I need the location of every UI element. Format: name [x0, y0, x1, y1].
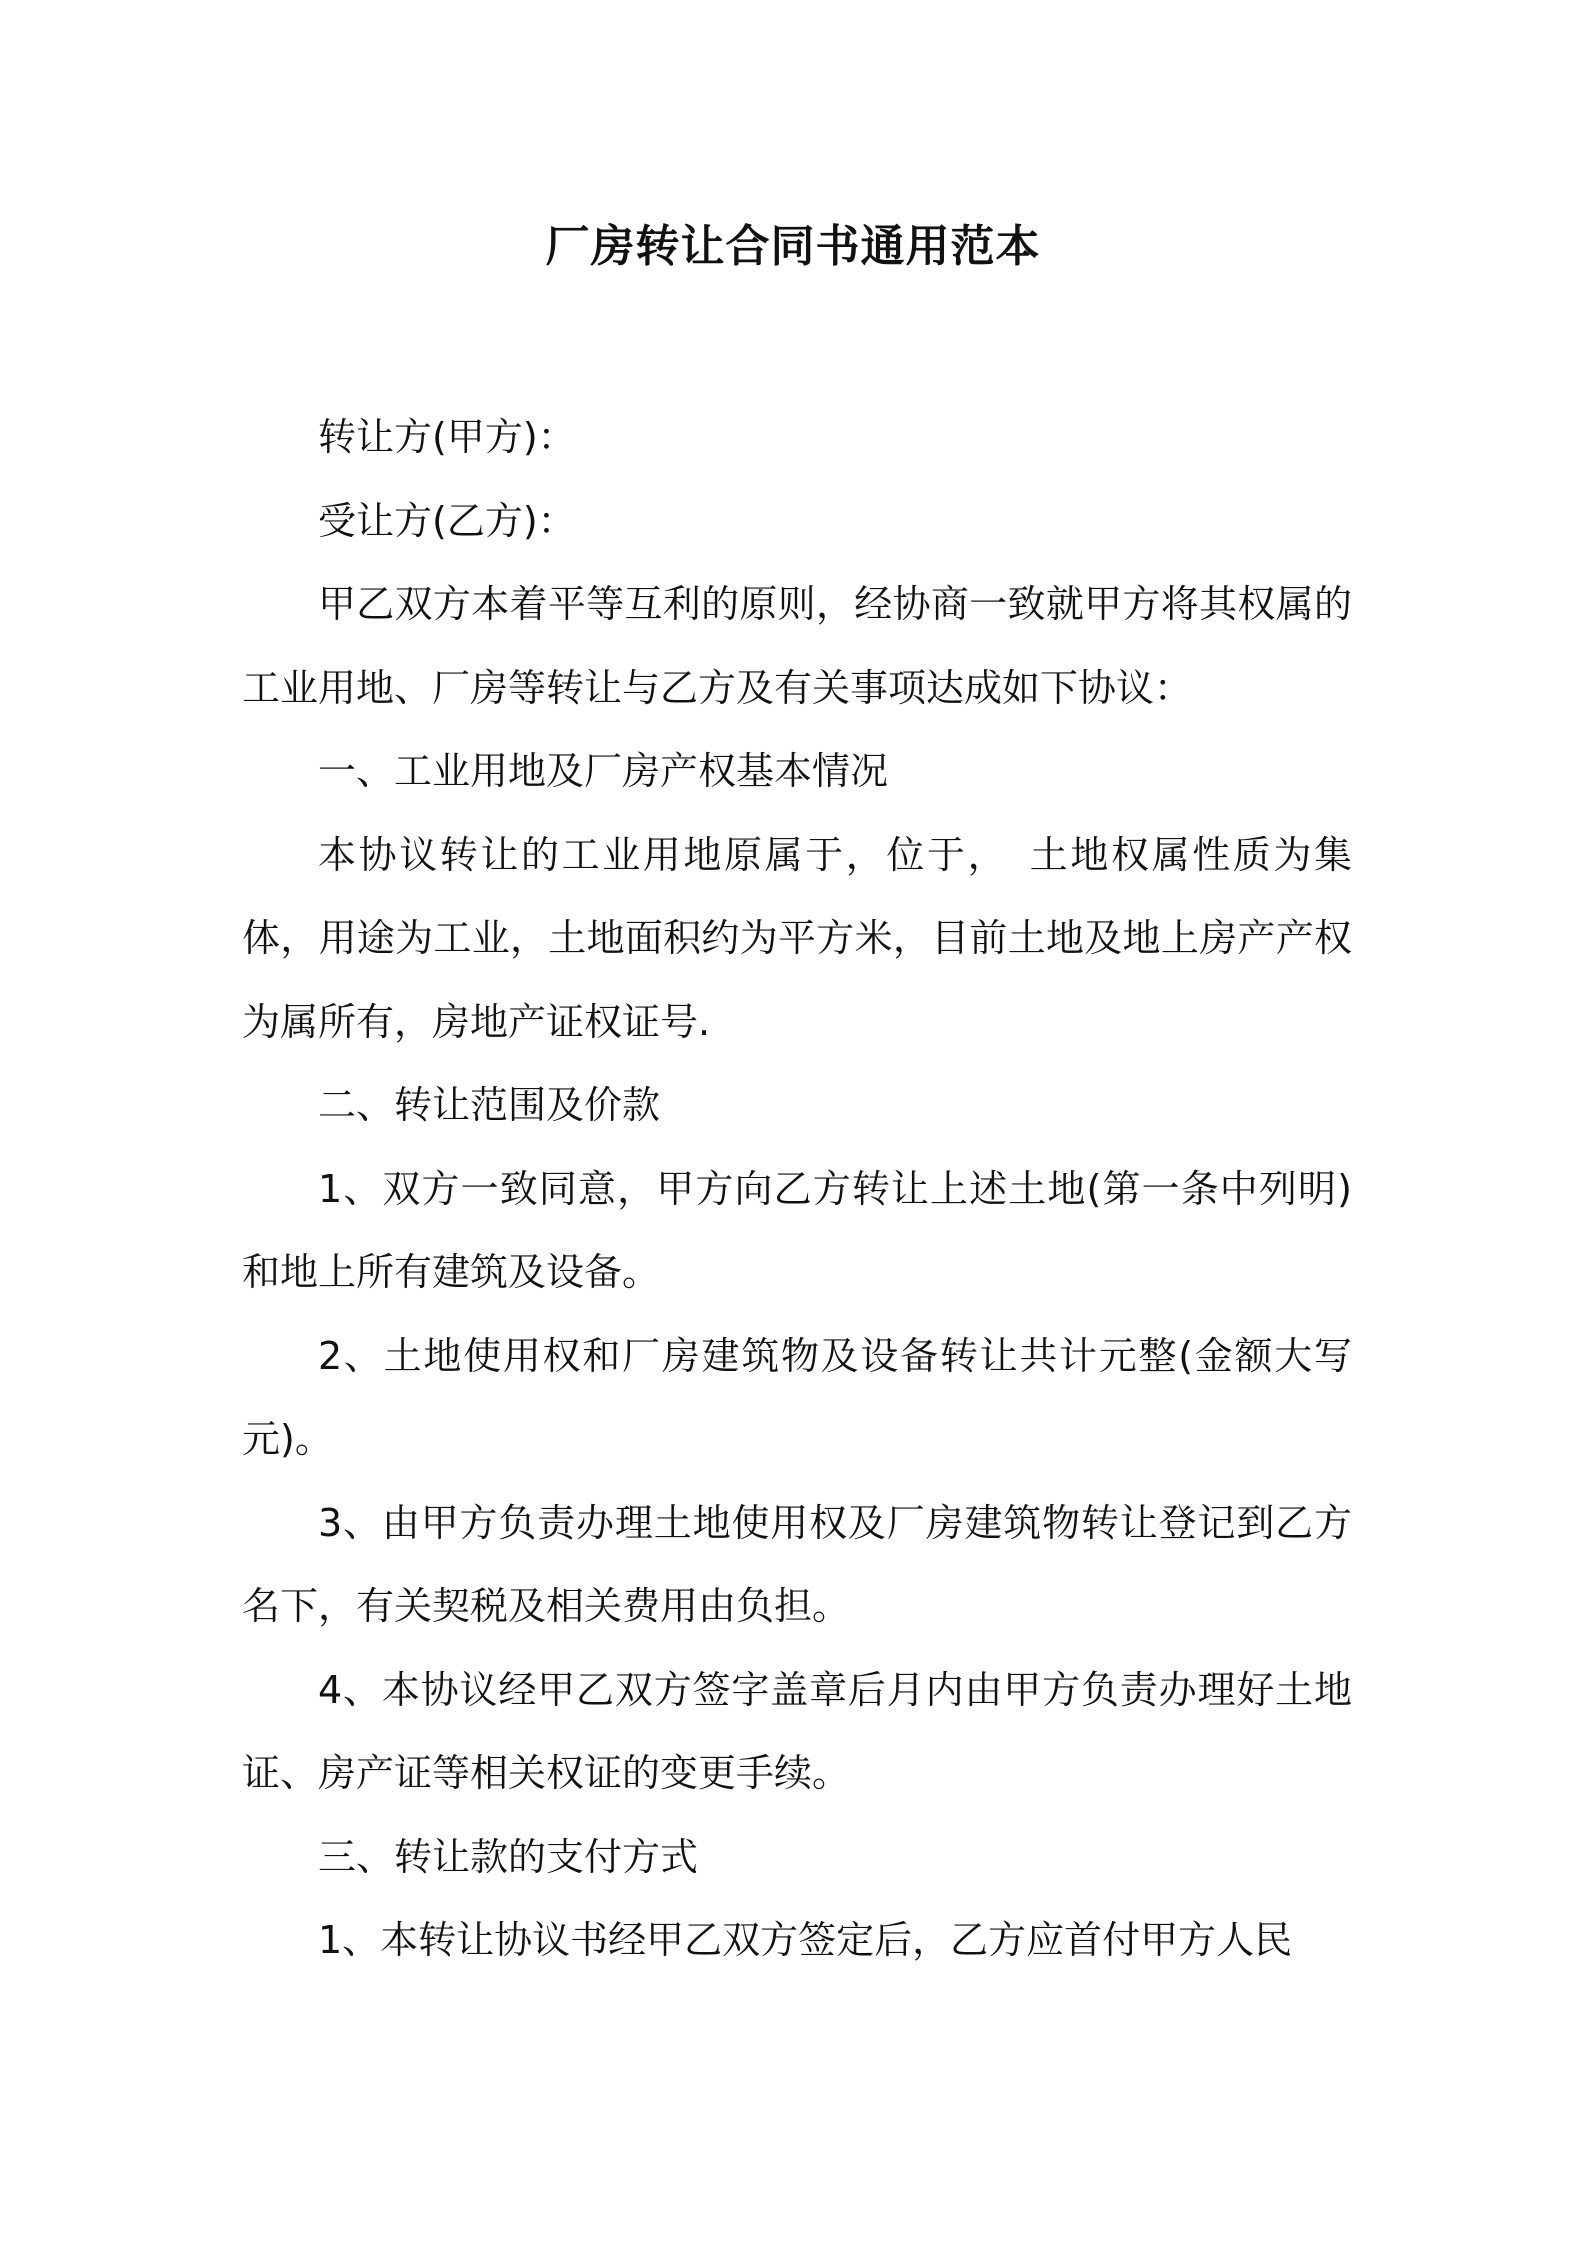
transferor-line: 转让方(甲方)：: [318, 415, 576, 459]
section-1-paragraph: 本协议转让的工业用地原属于，位于， 土地权属性质为集体，用途为工业，土地面积约为平方米，目前土地及地上房产产权为属所有，房地产证权证号.: [242, 832, 1352, 1044]
preamble-paragraph: 甲乙双方本着平等互利的原则，经协商一致就甲方将其权属的工业用地、厂房等转让与乙方及有关事项达成如下协议：: [242, 582, 1352, 710]
clause-2-4: 4、本协议经甲乙双方签字盖章后月内由甲方负责办理好土地证、房产证等相关权证的变更手续。: [242, 1667, 1352, 1795]
clause-2-2: 2、土地使用权和厂房建筑物及设备转让共计元整(金额大写元)。: [242, 1333, 1352, 1461]
section-heading-1: 一、工业用地及厂房产权基本情况: [318, 749, 889, 793]
section-heading-2: 二、转让范围及价款: [318, 1083, 661, 1127]
clause-3-1: 1、本转让协议书经甲乙双方签定后，乙方应首付甲方人民: [318, 1918, 1293, 1962]
clause-2-1: 1、双方一致同意，甲方向乙方转让上述土地(第一条中列明)和地上所有建筑及设备。: [242, 1166, 1352, 1294]
section-heading-3: 三、转让款的支付方式: [318, 1834, 699, 1879]
clause-2-3: 3、由甲方负责办理土地使用权及厂房建筑物转让登记到乙方名下，有关契税及相关费用由负担。: [242, 1500, 1352, 1628]
transferee-line: 受让方(乙方)：: [318, 498, 576, 543]
document-body: [242, 396, 1352, 1983]
document-title: 厂房转让合同书通用范本: [545, 221, 1041, 272]
